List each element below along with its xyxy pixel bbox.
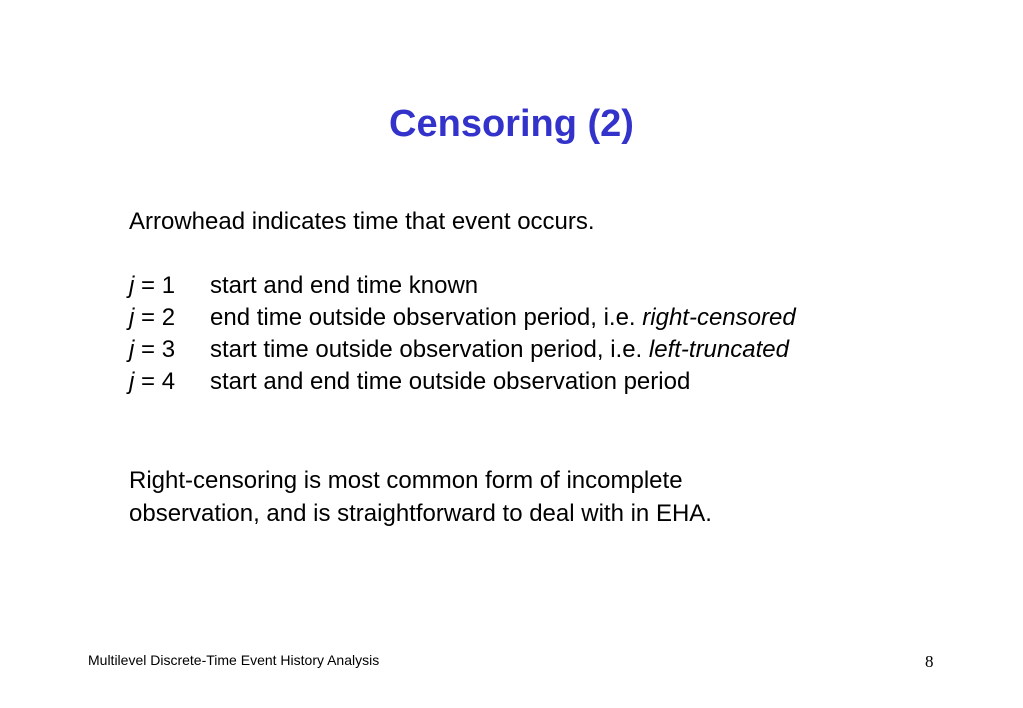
case-description: end time outside observation period, i.e. <box>210 304 643 331</box>
case-description: start and end time known <box>210 272 479 299</box>
case-row <box>129 302 796 334</box>
case-label <box>129 302 210 334</box>
case-description-emphasis: left-truncated <box>648 336 789 363</box>
case-label <box>129 334 210 366</box>
case-equals: = 2 <box>134 304 176 331</box>
intro-text: Arrowhead indicates time that event occurs. <box>129 208 595 235</box>
closing-paragraph <box>129 464 712 530</box>
case-equals: = 3 <box>134 336 176 363</box>
closing-line: Right-censoring is most common form of incomplete <box>129 467 683 494</box>
slide-title: Censoring (2) <box>389 103 634 145</box>
case-variable: j <box>129 272 135 299</box>
page-number: 8 <box>925 652 934 671</box>
case-variable: j <box>129 336 135 363</box>
case-variable: j <box>129 368 135 395</box>
case-label <box>129 270 210 302</box>
case-row <box>129 366 796 398</box>
case-variable: j <box>129 304 135 331</box>
case-label <box>129 366 210 398</box>
case-list <box>129 270 796 398</box>
case-description: start time outside observation period, i.e. <box>210 336 649 363</box>
case-description-emphasis: right-censored <box>642 304 796 331</box>
case-equals: = 4 <box>134 368 176 395</box>
case-description: start and end time outside observation period <box>210 368 691 395</box>
footer-course-title: Multilevel Discrete-Time Event History Analysis <box>88 652 380 668</box>
case-row <box>129 334 796 366</box>
closing-line: observation, and is straightforward to deal with in EHA. <box>129 500 712 527</box>
case-row <box>129 270 796 302</box>
case-equals: = 1 <box>134 272 176 299</box>
